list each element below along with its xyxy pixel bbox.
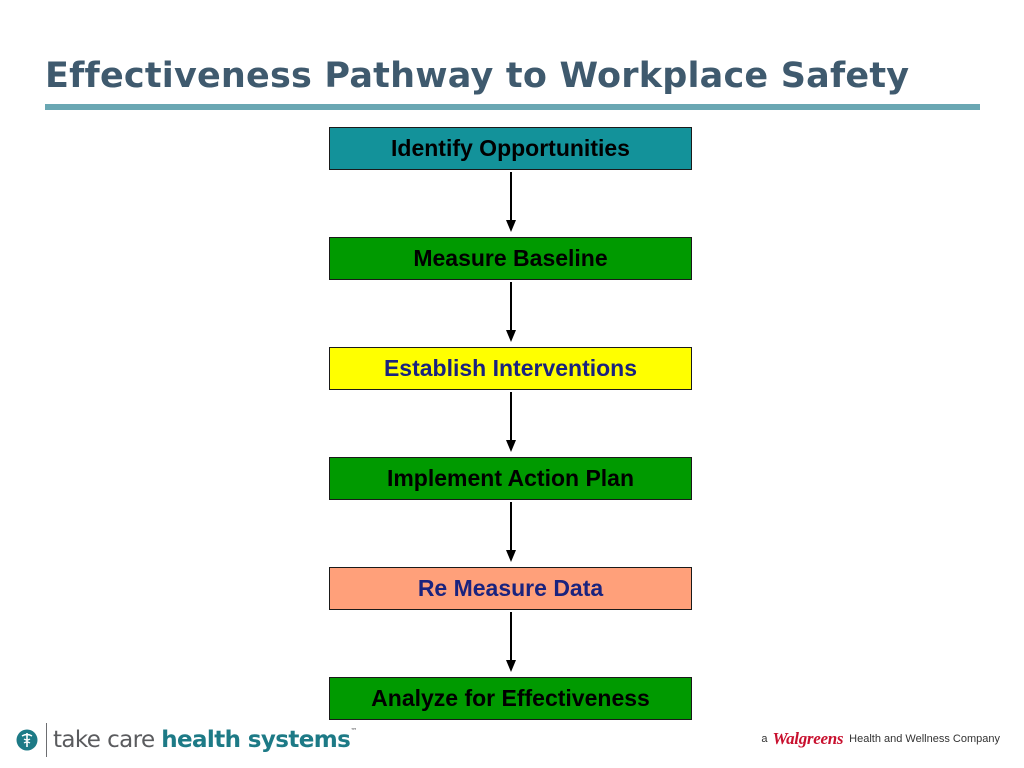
trademark-mark: ™ (350, 727, 357, 735)
slide-title: Effectiveness Pathway to Workplace Safety (45, 56, 910, 96)
arrow-down-icon (503, 502, 519, 562)
caduceus-icon (16, 729, 38, 751)
step-re-measure-data: Re Measure Data (329, 567, 692, 610)
step-implement-action-plan: Implement Action Plan (329, 457, 692, 500)
step-identify-opportunities: Identify Opportunities (329, 127, 692, 170)
step-establish-interventions: Establish Interventions (329, 347, 692, 390)
tagline-prefix: a (761, 733, 768, 745)
walgreens-tagline (761, 728, 1000, 750)
arrow-down-icon (503, 172, 519, 232)
walgreens-logo: Walgreens (772, 729, 844, 748)
logo-divider (46, 723, 47, 757)
arrow-down-icon (503, 392, 519, 452)
take-care-health-systems-logo (16, 721, 357, 759)
arrow-down-icon (503, 282, 519, 342)
title-underline (45, 104, 980, 110)
logo-word-take-care: take care (53, 727, 155, 753)
step-measure-baseline: Measure Baseline (329, 237, 692, 280)
arrow-down-icon (503, 612, 519, 672)
logo-wordmark (53, 727, 357, 753)
logo-word-health-systems: health systems (161, 727, 351, 753)
step-analyze-for-effectiveness: Analyze for Effectiveness (329, 677, 692, 720)
tagline-suffix: Health and Wellness Company (849, 733, 1000, 745)
